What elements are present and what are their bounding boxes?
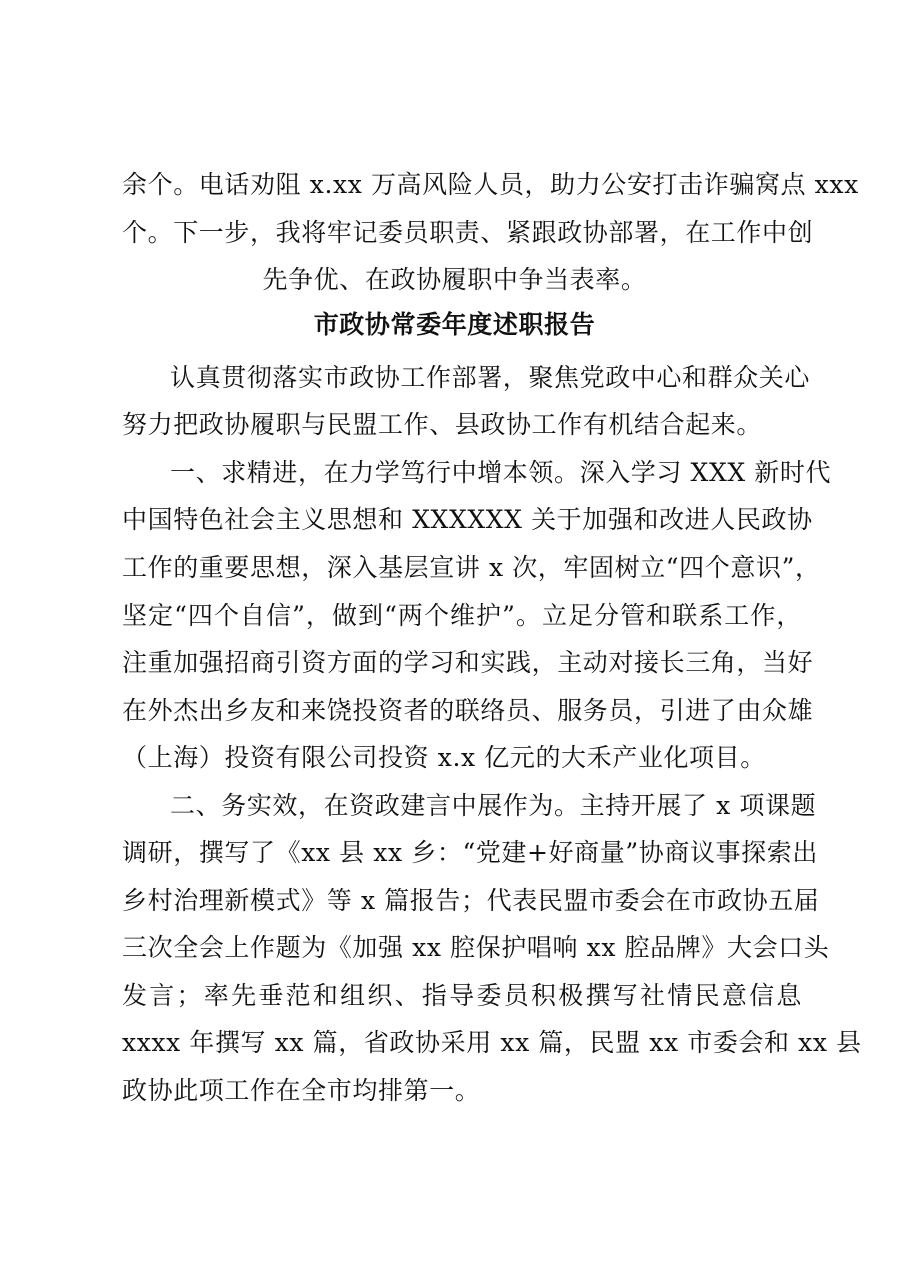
paragraph1-line-2: 努力把政协履职与民盟工作、县政协工作有机结合起来。 [122,410,763,439]
intro-line-3: 先争优、在政协履职中争当表率。 [262,265,647,294]
section1-line-6: 在外杰出乡友和来饶投资者的联络员、服务员，引进了由众雄 [122,696,814,725]
section1-line-4: 坚定“四个自信”，做到“两个维护”。立足分管和联系工作， [122,601,802,630]
section2-line-5: 发言；率先垂范和组织、指导委员积极撰写社情民意信息 [122,981,802,1010]
section2-line-4: 三次全会上作题为《加强 xx 腔保护唱响 xx 腔品牌》大会口头 [122,933,830,962]
section1-line-5: 注重加强招商引资方面的学习和实践，主动对接长三角，当好 [122,648,814,677]
section2-line-2: 调研，撰写了《xx 县 xx 乡：“党建+好商量”协商议事探索出 [122,838,818,867]
paragraph1-line-1: 认真贯彻落实市政协工作部署，聚焦党政中心和群众关心 [170,363,811,392]
section2-line-6: xxxx 年撰写 xx 篇，省政协采用 xx 篇，民盟 xx 市委会和 xx 县 [122,1028,862,1057]
intro-line-1: 余个。电话劝阻 x.xx 万高风险人员，助力公安打击诈骗窝点 xxx [122,170,859,199]
section1-line-3: 工作的重要思想，深入基层宣讲 x 次，牢固树立“四个意识”， [122,553,821,582]
intro-line-2: 个。下一步，我将牢记委员职责、紧跟政协部署，在工作中创 [122,218,814,247]
section1-line-2: 中国特色社会主义思想和 XXXXXX 关于加强和改进人民政协 [122,505,813,534]
section1-line-1: 一、求精进，在力学笃行中增本领。深入学习 XXX 新时代 [170,458,832,487]
section1-line-7: （上海）投资有限公司投资 x.x 亿元的大禾产业化项目。 [122,743,766,772]
section2-line-1: 二、务实效，在资政建言中展作为。主持开展了 x 项课题 [170,791,817,820]
document-title: 市政协常委年度述职报告 [313,310,596,339]
section2-line-7: 政协此项工作在全市均排第一。 [122,1076,481,1105]
section2-line-3: 乡村治理新模式》等 x 篇报告；代表民盟市委会在市政协五届 [122,886,820,915]
